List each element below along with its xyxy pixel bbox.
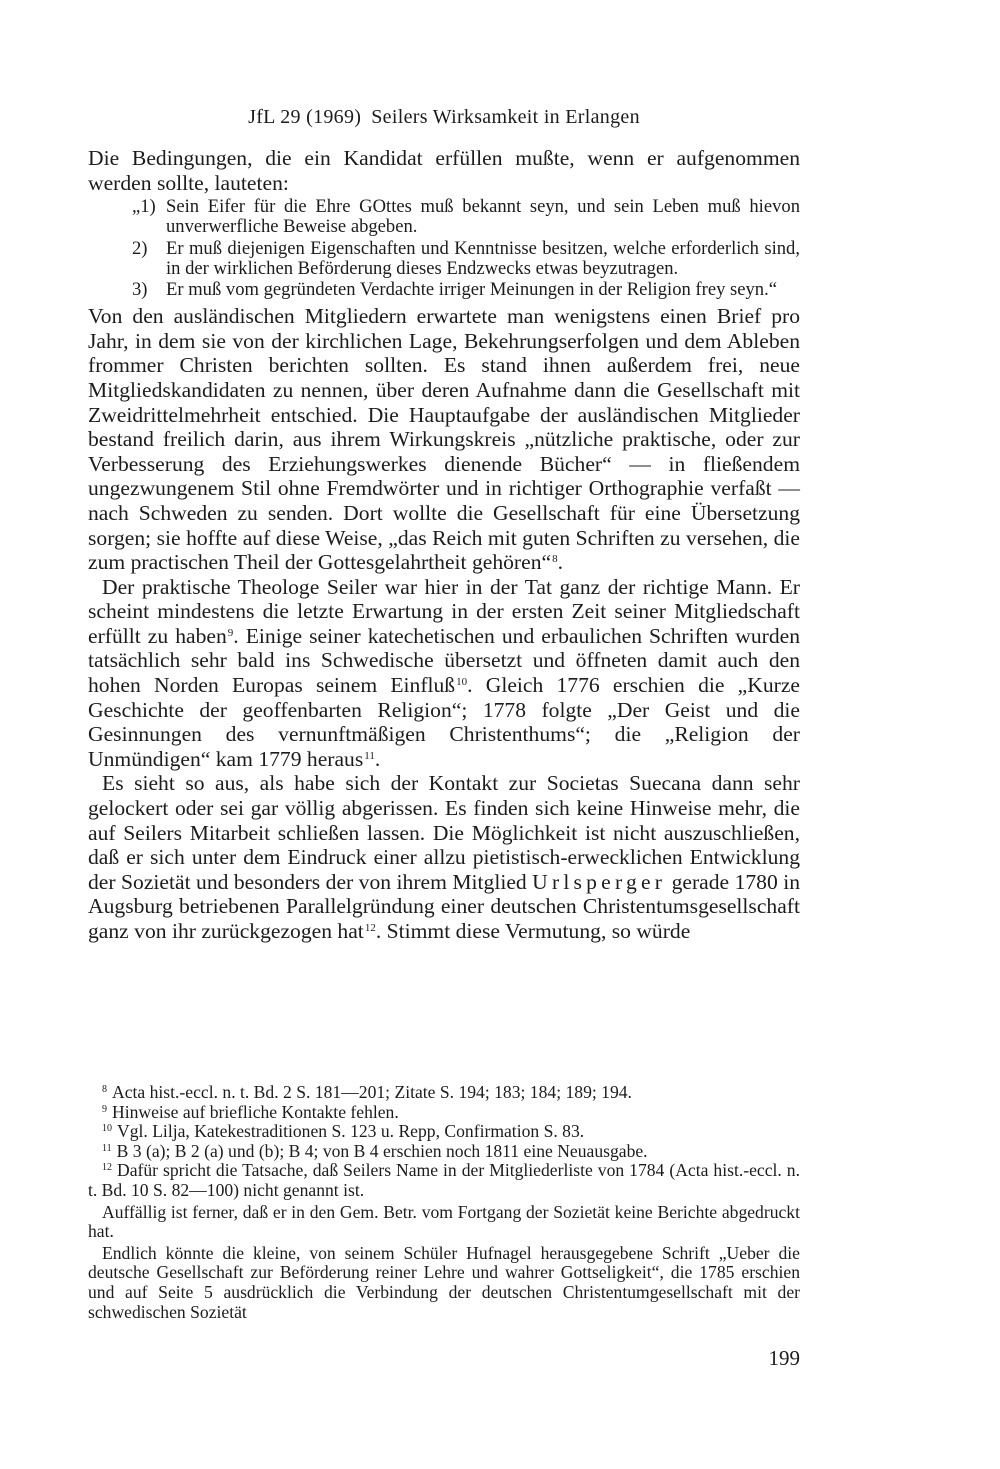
footnote-ref-10[interactable]: 10 xyxy=(456,676,468,689)
footnote-text: Dafür spricht die Tatsache, daß Seilers Name in der Mitgliederliste von 1784 (Acta hist.-eccl. n. t. Bd. 10 S. 82—100) nicht genannt ist. xyxy=(88,1160,800,1200)
footnote-12-continuation: Endlich könnte die kleine, von seinem Schüler Hufnagel herausgegebene Schrift „Ueber die deutsche Gesellschaft zur Beförderung reiner Lehre und wahrer Gottseligkeit“, die 1785 erschien und auf Seite 5 ausdrücklich die Verbindung der deutschen Christentumgesellschaft mit der schwedischen Sozietät xyxy=(88,1242,800,1322)
footnote-ref-8[interactable]: 8 xyxy=(552,553,558,566)
running-head xyxy=(88,106,800,129)
footnote-8 xyxy=(88,1083,800,1103)
quoted-conditions-list xyxy=(88,197,800,300)
quoted-condition xyxy=(88,197,800,237)
paragraph-societas-suecana xyxy=(88,771,800,943)
paragraph-text: Von den ausländischen Mitgliedern erwartete man wenigstens einen Brief pro Jahr, in dem sie von der kirchlichen Lage, Bekehrungserfolgen und dem Ableben frommer Christen berichten sollten. Es stand ihnen außerdem frei, neue Mitgliedskandidaten zu nennen, über deren Aufnahme dann die Gesellschaft mit Zweidrittelmehrheit entschied. Die Hauptaufgabe der ausländischen Mitglieder bestand freilich darin, aus ihrem Wirkungskreis „nützliche praktische, oder zur Verbesserung des Erziehungswerkes dienende Bücher“ — in fließendem ungezwungenem Stil ohne Fremdwörter und in richtiger Orthographie verfaßt — nach Schweden zu senden. Dort wollte die Gesellschaft für eine Übersetzung sorgen; sie hoffte auf diese Weise, „das Reich mit guten Schriften zu versehen, die zum practischen Theil der Gottesgelahrtheit gehören“ xyxy=(88,304,800,575)
condition-number: 2) xyxy=(132,237,148,259)
intro-paragraph: Die Bedingungen, die ein Kandidat erfüllen mußte, wenn er aufgenommen werden sollte, lauteten: xyxy=(88,146,800,195)
paragraph-text: Es sieht so aus, als habe sich der Kontakt zur Societas Suecana dann sehr gelockert oder sei gar völlig abgerissen. Es finden sich keine Hinweise mehr, die auf Seilers Mitarbeit schließen lassen. Die Möglichkeit ist nicht auszuschließen, daß er sich unter dem Eindruck einer allzu pietistisch-erwecklichen Entwicklung der Sozietät und besonders der von ihrem Mitglied xyxy=(88,771,800,894)
paragraph-foreign-members xyxy=(88,304,800,575)
quoted-condition xyxy=(88,280,800,300)
footnote-number: 9 xyxy=(102,1103,107,1115)
spaced-name: Urlsperger xyxy=(532,869,667,894)
paragraph-text: . Stimmt diese Vermutung, so würde xyxy=(375,919,691,944)
footnotes xyxy=(88,1083,800,1322)
condition-number: „1) xyxy=(132,196,156,218)
condition-text: Sein Eifer für die Ehre GOttes muß bekannt seyn, und sein Leben muß hievon unverwerfliche Beweise abgeben. xyxy=(166,196,800,237)
footnote-11 xyxy=(88,1142,800,1162)
paragraph-seiler-theologian xyxy=(88,575,800,772)
footnote-text: Acta hist.-eccl. n. t. Bd. 2 S. 181—201; Zitate S. 194; 183; 184; 189; 194. xyxy=(112,1082,632,1102)
footnote-ref-12[interactable]: 12 xyxy=(364,922,376,935)
paragraph-text: . Einige seiner katechetischen und erbaulichen Schriften wurden tatsächlich sehr bald ins Schwedische übersetzt und öffneten damit auch den hohen Norden Europas seinem Einfluß xyxy=(88,623,800,698)
page-number: 199 xyxy=(768,1346,800,1370)
body-text xyxy=(88,146,800,944)
paragraph-text: gerade 1780 in Augsburg betriebenen Parallelgründung einer deutschen Christentumsgesellschaft ganz von ihr zurückgezogen hat xyxy=(88,869,800,944)
footnote-12 xyxy=(88,1161,800,1200)
footnote-text: Vgl. Lilja, Katekestraditionen S. 123 u. Repp, Confirmation S. 83. xyxy=(117,1121,585,1142)
footnote-number: 8 xyxy=(102,1084,107,1095)
footnote-9 xyxy=(88,1103,800,1123)
footnote-number: 12 xyxy=(102,1162,112,1174)
condition-text: Er muß vom gegründeten Verdachte irriger Meinungen in der Religion frey seyn.“ xyxy=(166,279,777,301)
footnote-text: B 3 (a); B 2 (a) und (b); B 4; von B 4 erschien noch 1811 eine Neuausgabe. xyxy=(116,1140,648,1161)
article-title: Seilers Wirksamkeit in Erlangen xyxy=(371,106,640,128)
footnote-12-continuation: Auffällig ist ferner, daß er in den Gem. Betr. vom Fortgang der Sozietät keine Berichte abgedruckt hat. xyxy=(88,1201,800,1242)
journal-reference: JfL 29 (1969) xyxy=(248,106,362,128)
footnote-ref-11[interactable]: 11 xyxy=(364,749,375,762)
footnote-ref-9[interactable]: 9 xyxy=(227,626,234,639)
paragraph-text: . xyxy=(557,550,563,575)
footnote-number: 11 xyxy=(102,1142,112,1154)
condition-text: Er muß diejenigen Eigenschaften und Kenntnisse besitzen, welche erforderlich sind, in der wirklichen Beförderung dieses Endzwecks etwas beyzutragen. xyxy=(166,237,800,279)
quoted-condition xyxy=(88,239,800,279)
footnote-10 xyxy=(88,1122,800,1142)
footnote-text: Hinweise auf briefliche Kontakte fehlen. xyxy=(112,1101,399,1122)
paragraph-text: . xyxy=(374,746,381,771)
condition-number: 3) xyxy=(132,279,148,301)
page xyxy=(88,0,800,1469)
paragraph-text: Der praktische Theologe Seiler war hier in der Tat ganz der richtige Mann. Er scheint mindestens die letzte Erwartung in der ersten Zeit seiner Mitgliedschaft erfüllt zu haben xyxy=(88,574,800,648)
footnote-number: 10 xyxy=(102,1123,112,1135)
paragraph-text: . Gleich 1776 erschien die „Kurze Geschichte der geoffenbarten Religion“; 1778 folgte „Der Geist und die Gesinnungen des vernunftmäßigen Christenthums“; die „Religion der Unmündigen“ kam 1779 heraus xyxy=(88,673,800,771)
